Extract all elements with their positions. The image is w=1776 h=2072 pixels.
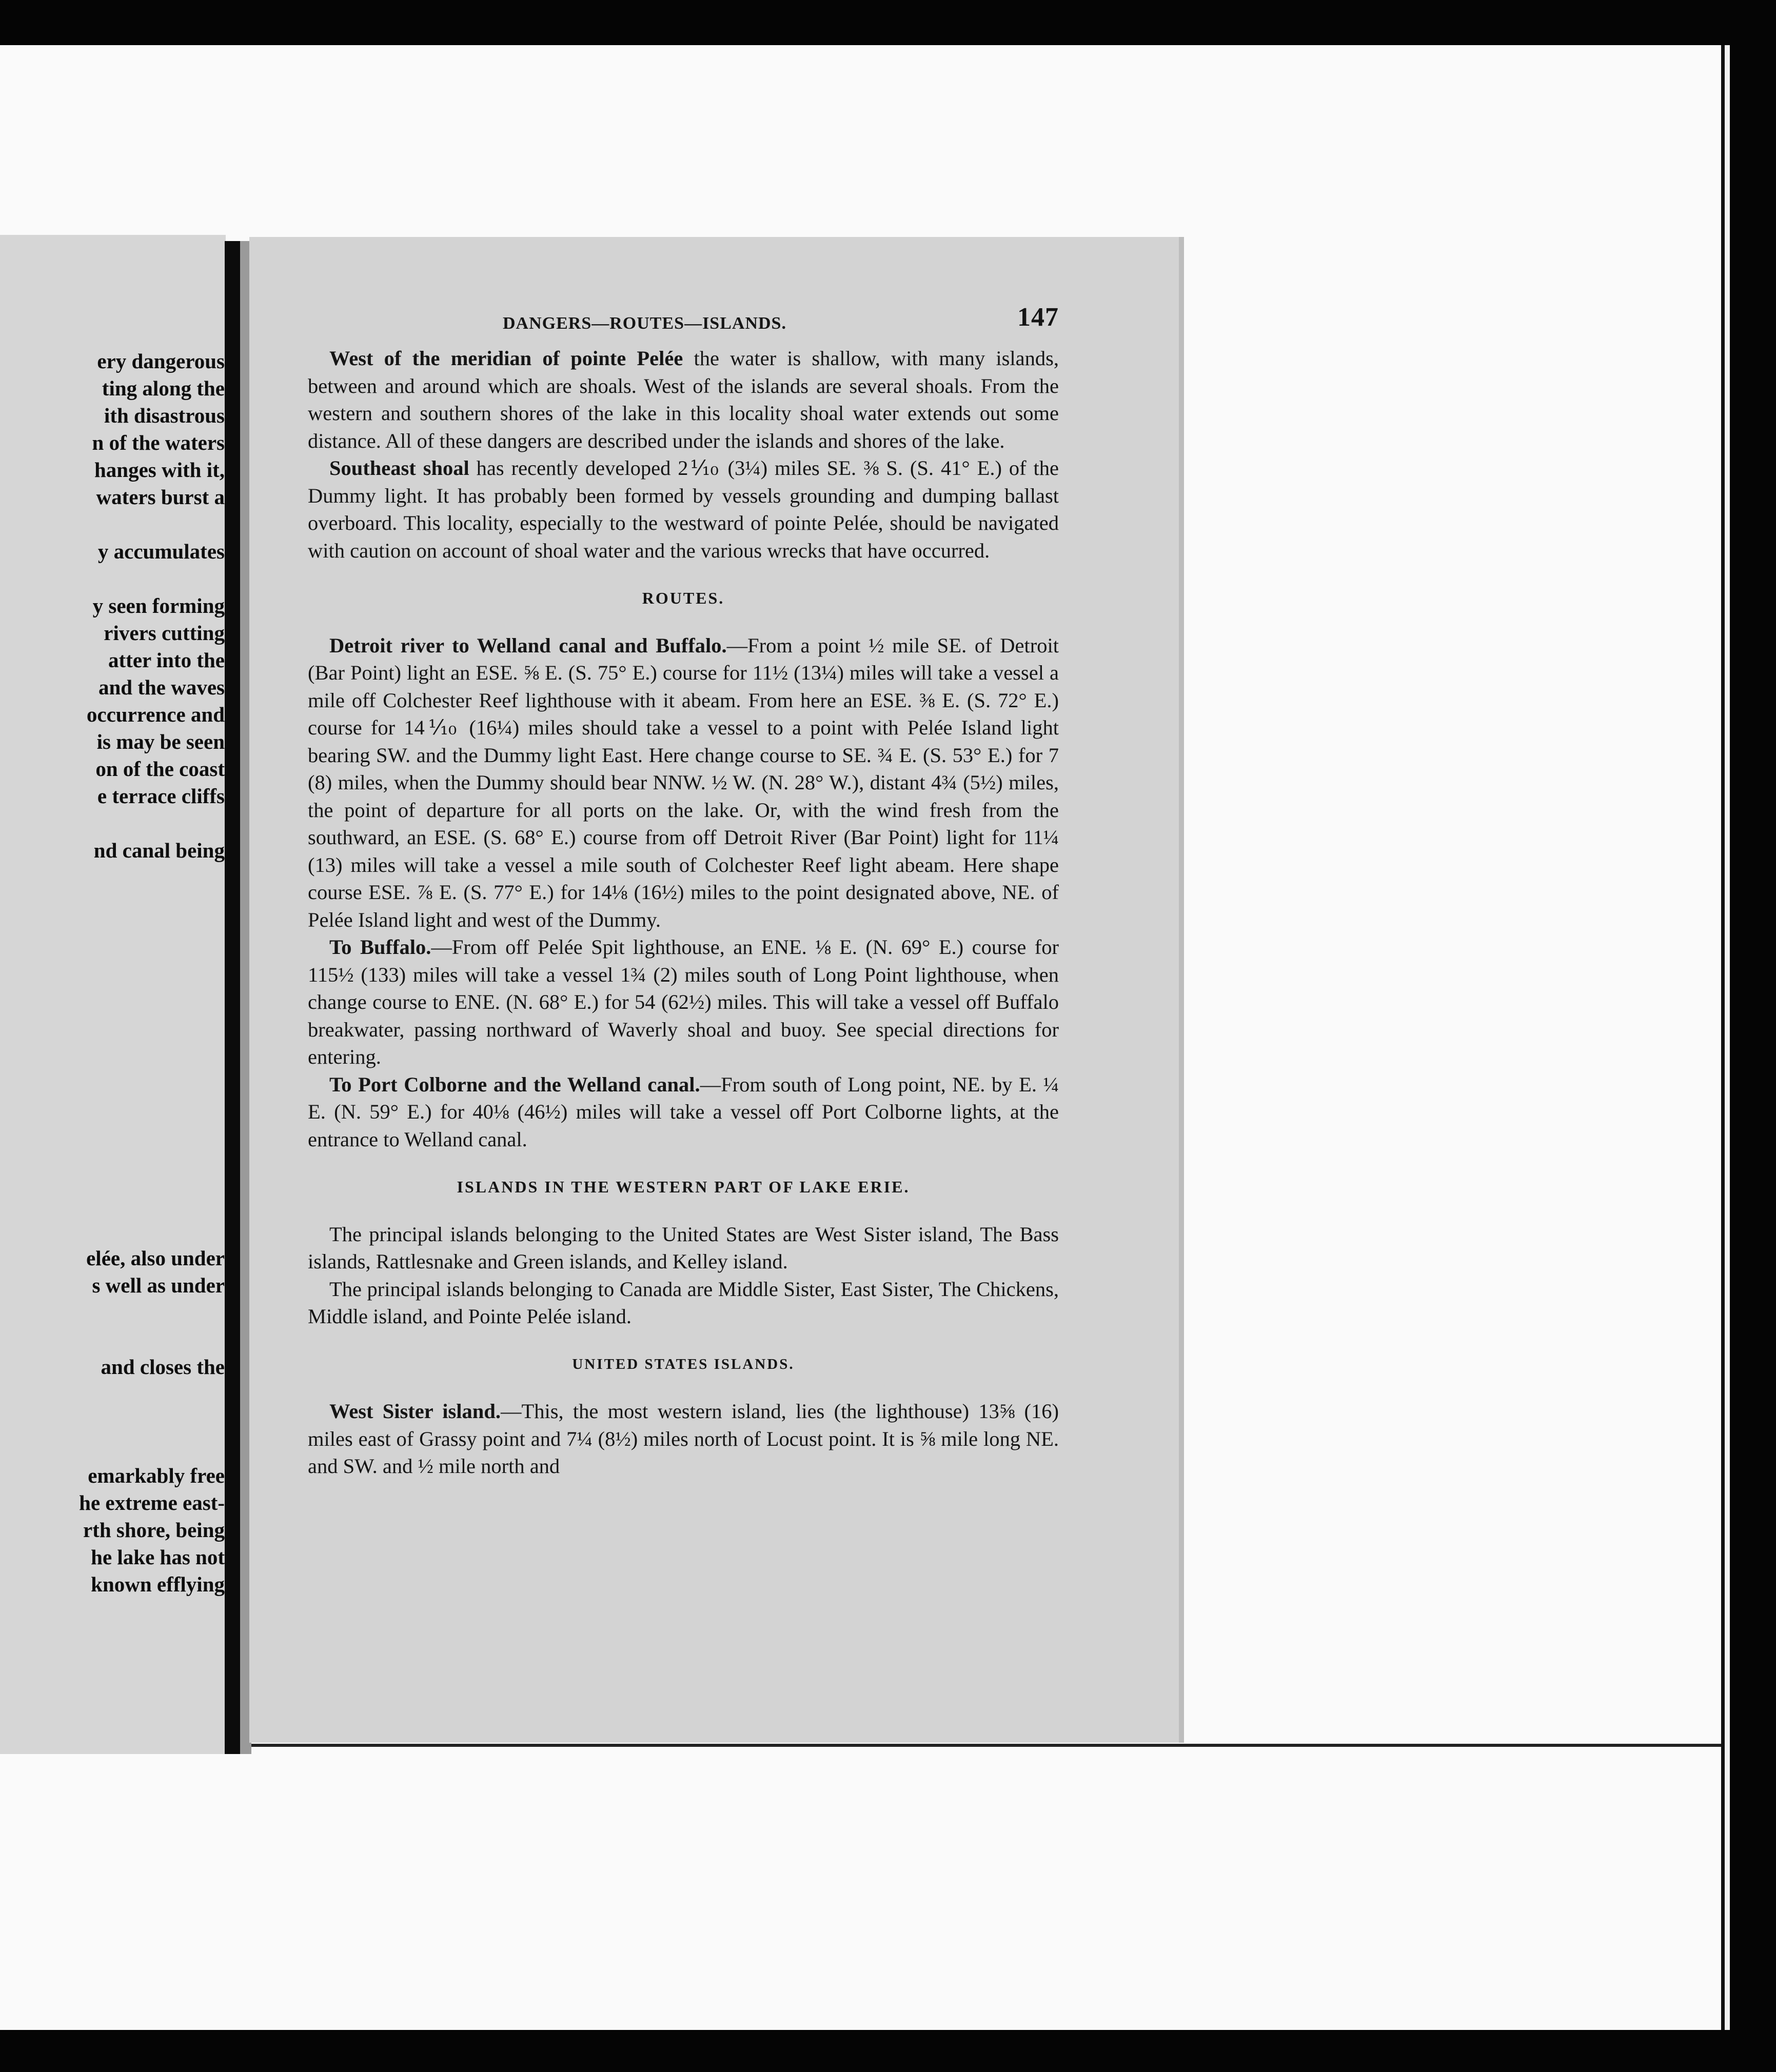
facing-page-line: ting along the xyxy=(102,376,225,400)
paragraph-lead: To Port Colborne and the Welland canal. xyxy=(329,1072,700,1096)
facing-page-line: emarkably free xyxy=(88,1464,225,1487)
facing-page-line xyxy=(0,1109,225,1136)
page-header xyxy=(308,303,1059,335)
page-number: 147 xyxy=(1017,303,1059,332)
scan-rule-horizontal xyxy=(0,1744,1721,1747)
scan-margin-right xyxy=(1725,45,1730,2030)
facing-page-line: he extreme east- xyxy=(79,1491,225,1515)
facing-page-line: and the waves xyxy=(98,675,225,699)
paragraph-body: —From a point ½ mile SE. of Detroit (Bar Point) light an ESE. ⅝ E. (S. 75° E.) course for 11½ (13¼) miles will take a vessel a mile off Colchester Reef lighthouse with it abeam. From here an ESE. ⅜ E. (S. 72° E.) course for 14⅒ (16¼) miles should take a vessel to a point with Pelée Island light bearing SW. and the Dummy light East. Here change course to SE. ¾ E. (S. 53° E.) for 7 (8) miles, when the Dummy should bear NNW. ½ W. (N. 28° W.), distant 4¾ (5½) miles, the point of departure for all ports on the lake. Or, with the wind fresh from the southward, an ESE. (S. 68° E.) course from off Detroit River (Bar Point) light for 11¼ (13) miles will take a vessel a mile south of Colchester Reef light abeam. Here shape course ESE. ⅞ E. (S. 77° E.) for 14⅛ (16½) miles to the point designated above, NE. of Pelée Island light and west of the Dummy. xyxy=(308,633,1059,931)
facing-page-line: ith disastrous xyxy=(104,404,225,427)
facing-page-line: is may be seen xyxy=(96,730,225,753)
facing-page-line xyxy=(0,1000,225,1027)
paragraph-port-colborne xyxy=(308,1071,1059,1153)
section-heading-islands: ISLANDS IN THE WESTERN PART OF LAKE ERIE. xyxy=(457,1178,910,1196)
book-spine xyxy=(225,241,240,1754)
facing-page-line xyxy=(0,1163,225,1190)
facing-page-line xyxy=(0,810,225,837)
facing-page-line xyxy=(0,1218,225,1245)
paragraph-lead: To Buffalo. xyxy=(329,935,431,959)
facing-page-line: ery dangerous xyxy=(97,349,225,373)
facing-page-line: waters burst a xyxy=(96,485,225,509)
running-head: DANGERS—ROUTES—ISLANDS. xyxy=(503,314,786,333)
facing-page-line: rth shore, being xyxy=(83,1518,225,1542)
facing-page-line xyxy=(0,1054,225,1082)
section-heading-united-states-islands: UNITED STATES ISLANDS. xyxy=(572,1356,795,1372)
facing-page-line: known efflying xyxy=(91,1572,225,1596)
paragraph-body: has recently developed 2⅒ (3¼) miles SE. ⅜ S. (S. 41° E.) of the Dummy light. It has probably been formed by vessels grounding and dumping ballast overboard. This locality, especially to the westward of pointe Pelée, should be navigated with caution on account of shoal water and the various wrecks that have occurred. xyxy=(308,456,1059,562)
paragraph-lead: West Sister island. xyxy=(329,1400,501,1423)
facing-page-line: hanges with it, xyxy=(94,458,225,482)
paragraph-to-buffalo xyxy=(308,933,1059,1071)
facing-page-line: atter into the xyxy=(108,648,225,672)
facing-page-line: e terrace cliffs xyxy=(97,784,225,808)
facing-page-line: and closes the xyxy=(101,1355,225,1379)
facing-page-line xyxy=(0,511,225,538)
scan-border-top xyxy=(0,0,1776,45)
scan-rule-vertical xyxy=(1721,45,1725,2030)
paragraph-southeast-shoal xyxy=(308,454,1059,564)
facing-page-line: elée, also under xyxy=(86,1246,225,1270)
paragraph-us-islands-list: The principal islands belonging to the United States are West Sister island, The Bass islands, Rattlesnake and Green islands, and Kelley island. xyxy=(308,1222,1059,1273)
facing-page-line xyxy=(0,1299,225,1326)
paragraph-lead: West of the meridian of pointe Pelée xyxy=(329,347,683,370)
paragraph-body: —From off Pelée Spit lighthouse, an ENE. ⅛ E. (N. 69° E.) course for 115½ (133) miles will take a vessel 1¾ (2) miles south of Long Point lighthouse, when change course to ENE. (N. 68° E.) for 54 (62½) miles. This will take a vessel off Buffalo breakwater, passing northward of Waverly shoal and buoy. See special directions for entering. xyxy=(308,935,1059,1068)
scan-border-bottom xyxy=(0,2030,1776,2072)
scan-border-right xyxy=(1730,0,1776,2072)
facing-page-line: rivers cutting xyxy=(104,621,225,645)
facing-page-line xyxy=(0,919,225,946)
paragraph-pointe-pelee xyxy=(308,345,1059,454)
facing-page-line: nd canal being xyxy=(93,839,225,862)
paragraph-body: the water is shallow, with many islands, between and around which are shoals. West of the islands are several shoals. From the western and southern shores of the lake in this locality shoal water extends out some distance. All of these dangers are described under the islands and shores of the lake. xyxy=(308,347,1059,452)
facing-page-line xyxy=(0,946,225,973)
facing-page-line xyxy=(0,973,225,1000)
facing-page-line xyxy=(0,1326,225,1353)
facing-page-line: he lake has not xyxy=(91,1545,225,1569)
facing-page-line xyxy=(0,1435,225,1462)
page-edge xyxy=(1179,237,1184,1743)
page-text-column xyxy=(308,303,1059,1480)
facing-page-line xyxy=(0,565,225,592)
facing-page-line xyxy=(0,891,225,919)
facing-page-line xyxy=(0,1381,225,1408)
paragraph-body: —This, the most western island, lies (the lighthouse) 13⅝ (16) miles east of Grassy point and 7¼ (8½) miles north of Locust point. It is ⅝ mile long NE. and SW. and ½ mile north and xyxy=(308,1400,1059,1478)
facing-page-line: on of the coast xyxy=(95,757,225,781)
facing-page-line: n of the waters xyxy=(92,431,225,454)
facing-page-text xyxy=(0,348,225,1598)
paragraph-canada-islands-list: The principal islands belonging to Canada are Middle Sister, East Sister, The Chickens, Middle island, and Pointe Pelée island. xyxy=(308,1277,1059,1328)
paragraph-detroit-route xyxy=(308,632,1059,934)
section-heading-routes: ROUTES. xyxy=(642,589,725,607)
facing-page-line xyxy=(0,1082,225,1109)
paragraph-lead: Southeast shoal xyxy=(329,456,469,480)
facing-page-line: y accumulates xyxy=(97,540,225,563)
facing-page-left xyxy=(0,235,226,1754)
facing-page-line xyxy=(0,1408,225,1435)
facing-page-line xyxy=(0,1190,225,1218)
paragraph-west-sister-island xyxy=(308,1398,1059,1480)
paragraph-body: —From south of Long point, NE. by E. ¼ E. (N. 59° E.) for 40⅛ (46½) miles will take a vessel off Port Colborne lights, at the entrance to Welland canal. xyxy=(308,1072,1059,1151)
facing-page-line xyxy=(0,1027,225,1054)
facing-page-line xyxy=(0,1136,225,1163)
facing-page-line: s well as under xyxy=(92,1273,225,1297)
facing-page-line: occurrence and xyxy=(86,703,225,726)
paragraph-lead: Detroit river to Welland canal and Buffalo. xyxy=(329,633,727,657)
facing-page-line xyxy=(0,864,225,891)
facing-page-line: y seen forming xyxy=(92,594,225,617)
